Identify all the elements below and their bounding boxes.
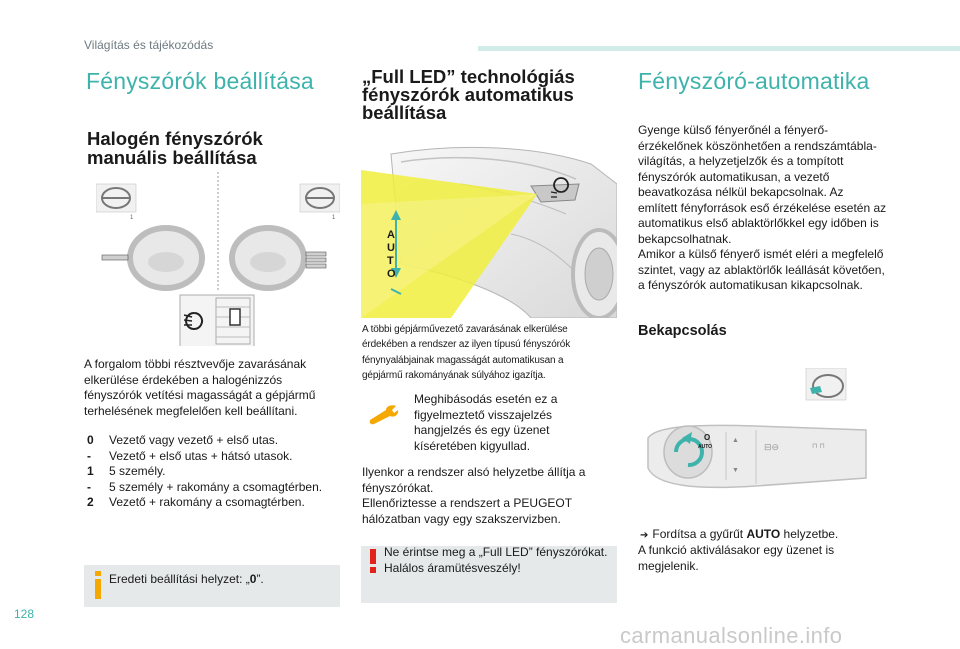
list-key: 0 — [87, 433, 94, 447]
svg-text:▲: ▲ — [732, 437, 739, 444]
service-note — [414, 392, 614, 454]
svg-text:1: 1 — [332, 215, 336, 221]
col3-paragraph-line: érzékelőnek köszönhetően a rendszámtábla- — [638, 138, 877, 153]
steering-wheel-icon — [300, 184, 340, 221]
col3-paragraph-line: világítás, a helyzetjelzők és a tompított — [638, 154, 844, 168]
col2-title-line2: fényszórók automatikus — [362, 84, 574, 105]
list-text: Vezető + rakomány a csomagtérben. — [109, 495, 305, 509]
list-item — [87, 464, 347, 480]
col1-paragraph — [84, 357, 344, 419]
auto-letter: A — [387, 229, 395, 241]
instruction-prefix: Fordítsa a gyűrűt — [652, 527, 747, 541]
col1-paragraph-line: elkerülése érdekében a halogénizzós — [84, 372, 283, 387]
col2-caption-line: gépjármű rakományának súlyához igazítja. — [362, 370, 546, 382]
list-key: 2 — [87, 495, 94, 509]
col3-paragraph-line: Gyenge külső fényerőnél a fényerő- — [638, 123, 829, 137]
col2-paragraph-line: hálózatban vagy egy szakszervizben. — [362, 511, 561, 526]
service-note-line: hangjelzés és egy üzenet — [414, 423, 550, 437]
service-note-line: kíséretében kigyullad. — [414, 438, 531, 453]
steering-wheel-icon — [96, 184, 136, 221]
col2-paragraph-line: Ellenőriztesse a rendszert a PEUGEOT — [362, 496, 573, 510]
service-note-line: Meghibásodás esetén ez a — [414, 392, 558, 406]
col2-paragraph — [362, 465, 618, 527]
col1-subtitle-line1: Halogén fényszórók — [87, 128, 263, 149]
svg-text:1: 1 — [130, 215, 134, 221]
col3-instruction — [640, 527, 900, 544]
list-item — [87, 449, 347, 465]
col3-title: Fényszóró-automatika — [638, 68, 870, 94]
instruction-suffix: helyzetbe. — [780, 527, 839, 541]
col3-subtitle: Bekapcsolás — [638, 323, 727, 339]
instruction-value: AUTO — [746, 527, 781, 541]
svg-text:▼: ▼ — [732, 467, 739, 474]
col3-paragraph-line: említett fényforrások eső érzékelése esetén az — [638, 200, 887, 215]
col2-title-line3: beállítása — [362, 102, 447, 123]
col3-paragraph-line: automatikus első ablaktörlőkkel egy időben is — [638, 216, 879, 230]
list-item — [87, 495, 347, 511]
svg-text:⊟⊖: ⊟⊖ — [764, 442, 780, 452]
stalk-label-o: O — [704, 433, 711, 442]
instruction-line — [640, 527, 900, 544]
col2-title — [362, 68, 575, 122]
col3-paragraph — [638, 123, 898, 294]
auto-letter: O — [387, 268, 396, 280]
load-list — [87, 433, 347, 511]
service-note-line: figyelmeztető visszajelzés — [414, 407, 553, 422]
info-value: 0 — [249, 572, 257, 586]
col2-caption-line: fénynyalábjainak magasságát automatikusan a — [362, 354, 564, 366]
col3-paragraph-line: szintet, vagy az ablaktörlők leállását követően, — [638, 262, 885, 277]
col2-caption-line: A többi gépjárművezető zavarásának elkerülése — [362, 324, 568, 335]
list-item — [87, 480, 347, 496]
col2-caption — [362, 322, 618, 384]
col3-instruction-more — [638, 543, 898, 574]
headlamp-adjust-illustration — [96, 170, 340, 346]
col1-paragraph-line: terhelésének megfelelően kell beállítani. — [84, 403, 298, 418]
warning-line: Halálos áramütésveszély! — [384, 560, 521, 575]
warning-text — [384, 545, 616, 576]
bullet-arrow-icon: ➔ — [640, 530, 649, 541]
exclamation-icon — [369, 549, 377, 573]
header-divider — [478, 46, 960, 51]
warning-box — [361, 546, 617, 603]
instruction-line: A funkció aktiválásakor egy üzenet is — [638, 543, 835, 557]
warning-line: Ne érintse meg a „Full LED” fényszórókat. — [384, 545, 608, 559]
svg-text:⊓ ⊓: ⊓ ⊓ — [812, 443, 825, 450]
list-item — [87, 433, 347, 449]
auto-letter: T — [387, 255, 394, 267]
full-led-car-illustration — [361, 144, 617, 318]
col1-subtitle — [87, 129, 263, 167]
list-text: Vezető vagy vezető + első utas. — [109, 433, 279, 447]
list-key: - — [87, 448, 91, 463]
info-suffix: ”. — [256, 572, 264, 586]
wrench-icon — [368, 404, 400, 426]
section-header: Világítás és tájékozódás — [84, 38, 214, 52]
info-box — [84, 565, 340, 607]
headlamp-adjust-icon — [180, 295, 254, 346]
col3-paragraph-line: bekapcsolhatnak. — [638, 231, 732, 246]
col3-paragraph-line: beavatkozása nélkül bekapcsolnak. Az — [638, 185, 844, 199]
col3-paragraph-line: Amikor a külső fényerő ismét eléri a megfelelő — [638, 247, 884, 261]
col1-title: Fényszórók beállítása — [86, 68, 314, 94]
info-text — [109, 572, 264, 588]
auto-letter: U — [387, 242, 395, 254]
list-text: 5 személy + rakomány a csomagtérben. — [109, 479, 323, 494]
list-key: 1 — [87, 464, 94, 478]
col2-caption-line: érdekében a rendszer az ilyen típusú fényszórók — [362, 339, 571, 351]
info-prefix: Eredeti beállítási helyzet: „ — [109, 572, 250, 586]
list-text: 5 személy. — [109, 464, 166, 478]
list-key: - — [87, 479, 91, 494]
col3-paragraph-line: a fényszórók automatikusan kikapcsolnak. — [638, 278, 863, 292]
col1-paragraph-line: A forgalom többi résztvevője zavarásának — [84, 357, 307, 371]
col2-paragraph-line: Ilyenkor a rendszer alsó helyzetbe állítja a — [362, 465, 586, 479]
page-number: 128 — [14, 607, 35, 621]
info-icon — [94, 571, 102, 599]
light-stalk-icon — [636, 368, 892, 516]
col2-paragraph-line: fényszórókat. — [362, 480, 434, 495]
col2-title-line1: „Full LED” technológiás — [362, 66, 575, 87]
steering-wheel-icon — [102, 228, 202, 288]
col1-paragraph-line: fényszórók vetítési magasságát a gépjármű — [84, 388, 316, 402]
list-text: Vezető + első utas + hátsó utasok. — [109, 448, 293, 463]
col1-subtitle-line2: manuális beállítása — [87, 147, 257, 168]
stalk-label-auto: AUTO — [698, 444, 713, 450]
instruction-line: megjelenik. — [638, 558, 699, 573]
steering-wheel-icon — [232, 228, 326, 288]
col3-paragraph-line: fényszórók automatikusan, a vezető — [638, 169, 830, 184]
watermark: carmanualsonline.info — [620, 623, 843, 648]
